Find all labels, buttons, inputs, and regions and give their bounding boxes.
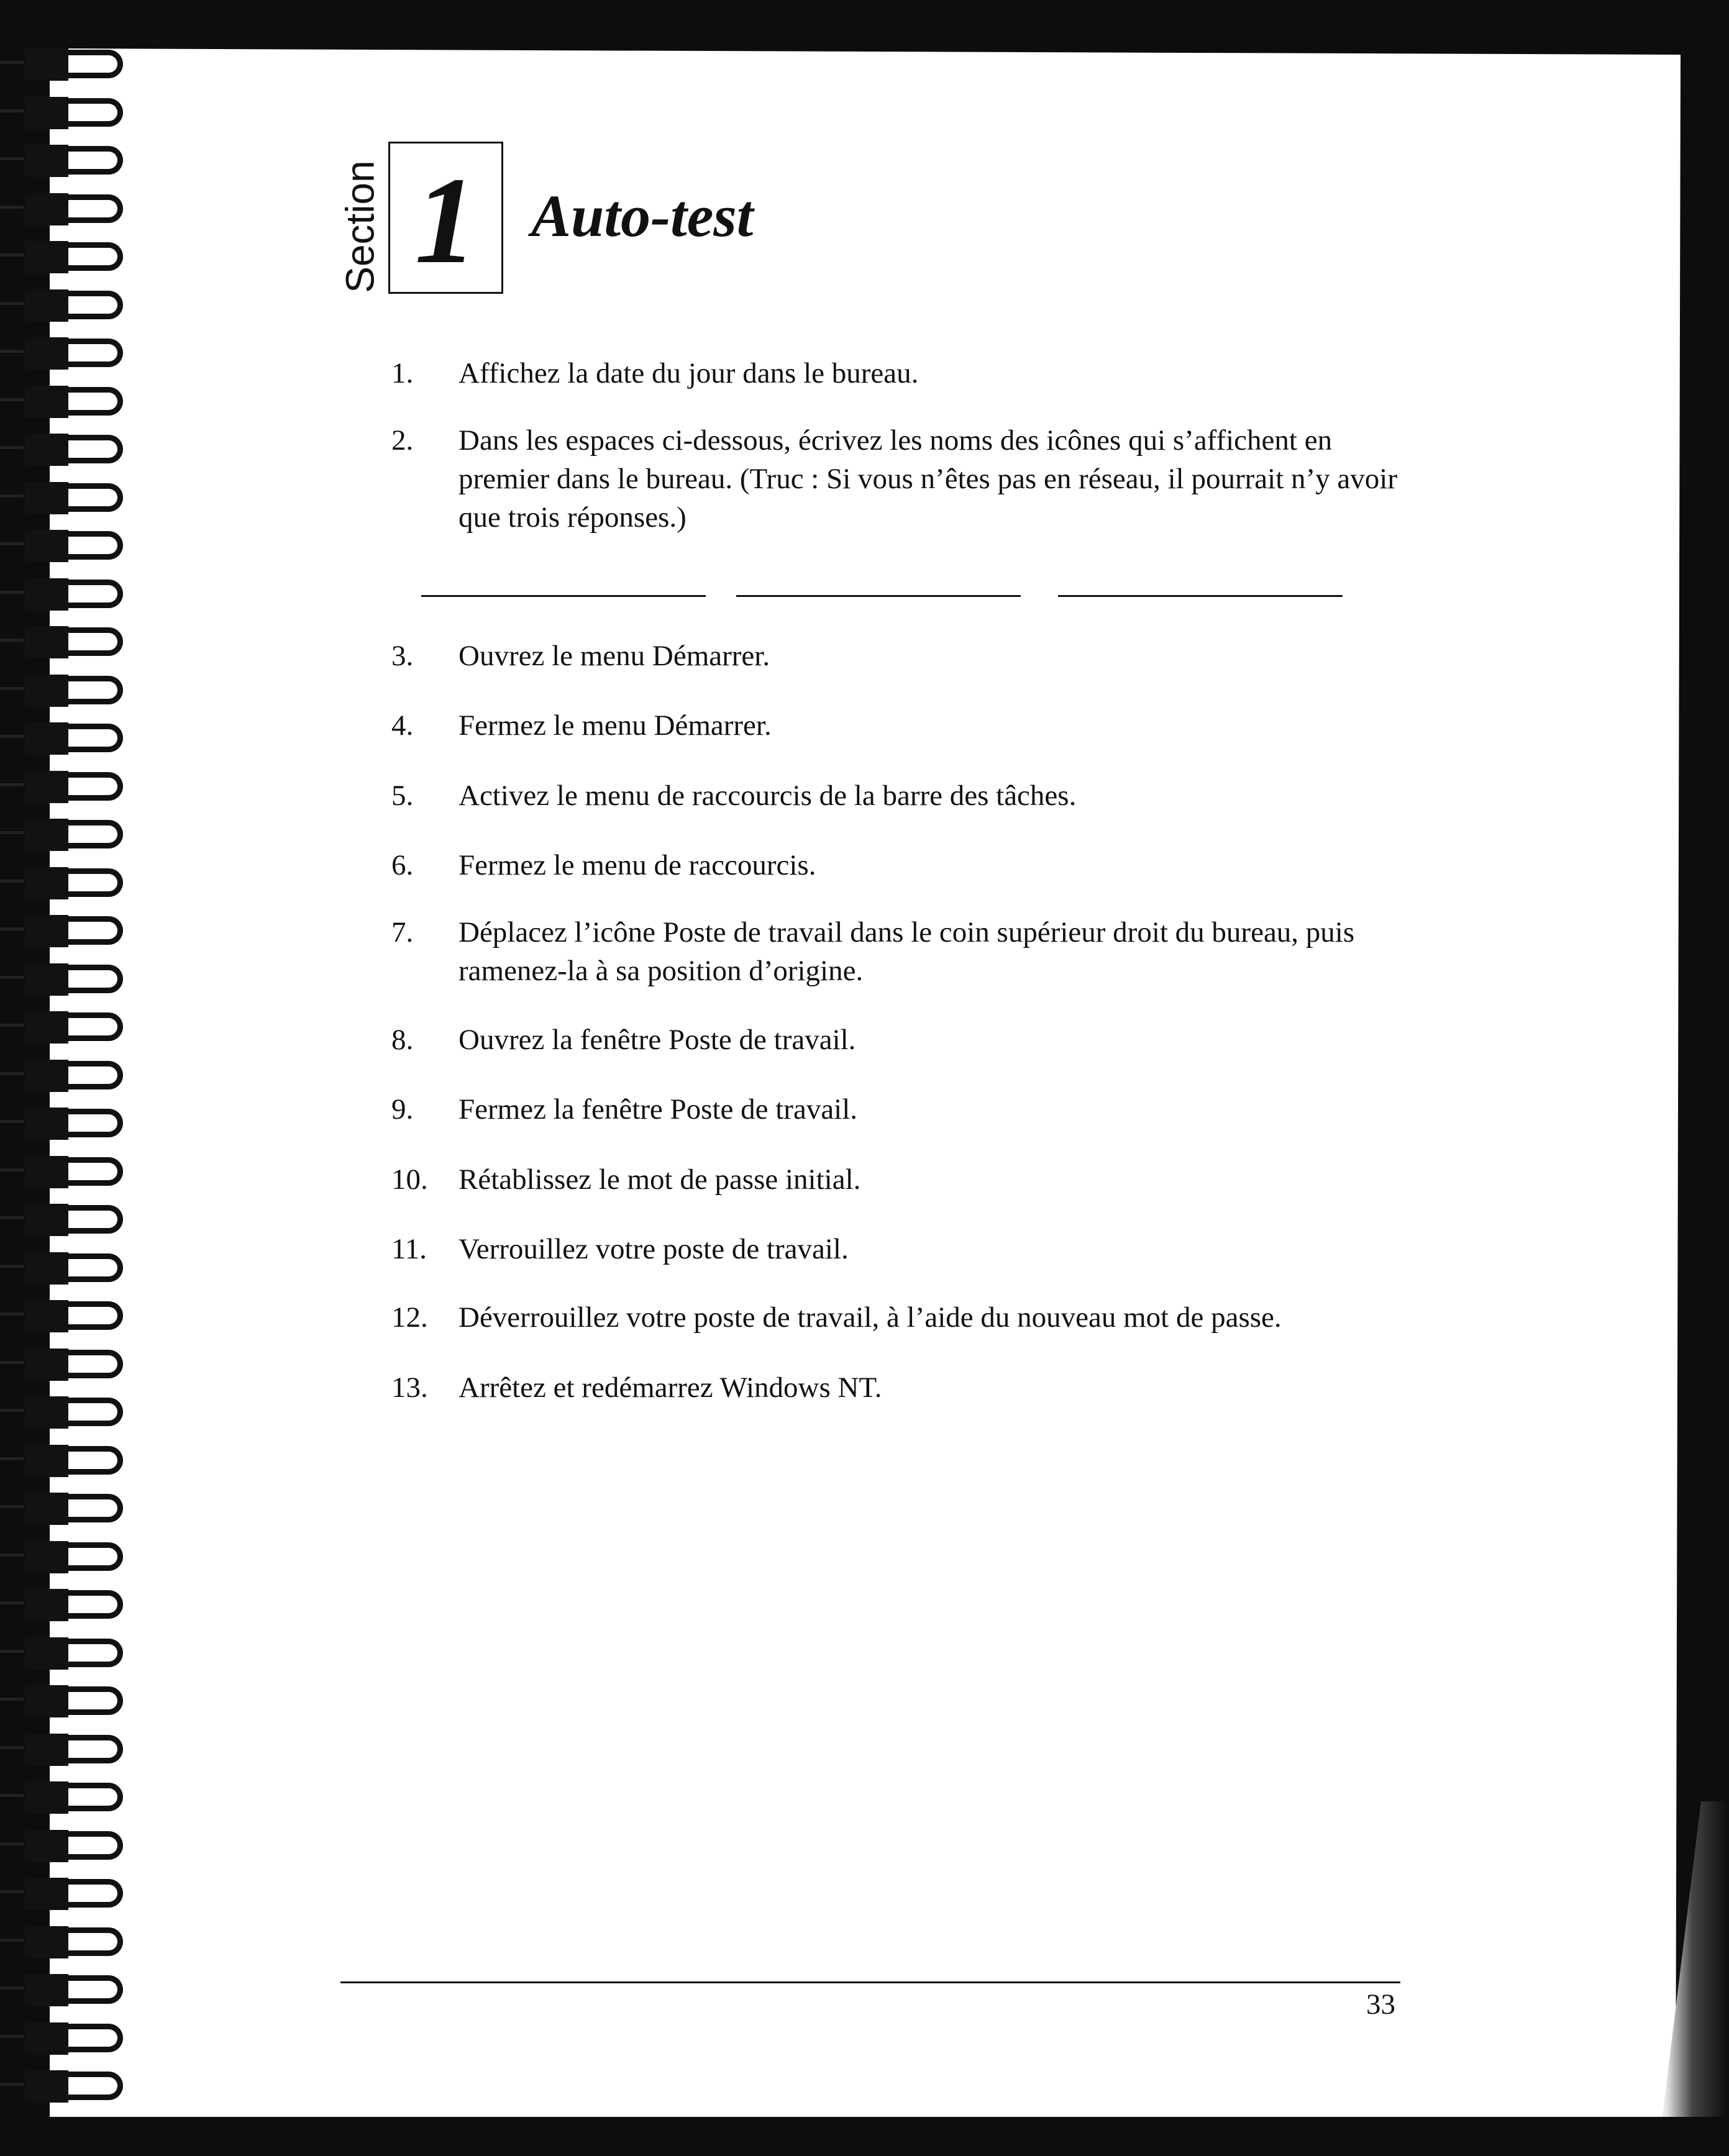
question-number: 5. xyxy=(391,780,414,812)
binding-coil xyxy=(0,1825,149,1868)
binding-coil xyxy=(0,910,149,953)
binding-coil xyxy=(0,1151,149,1194)
section-number-box xyxy=(388,142,503,294)
spiral-binding xyxy=(0,43,149,2118)
binding-coil xyxy=(0,1729,149,1772)
binding-coil xyxy=(0,1055,149,1098)
question-number: 7. xyxy=(391,916,414,948)
question-text: Dans les espaces ci-dessous, écrivez les noms des icônes qui s’affichent en premier dans le bureau. (Truc : Si vous n’êtes pas en réseau, il pourrait n’y avoir que trois réponses.) xyxy=(458,424,1397,534)
binding-coil xyxy=(0,188,149,232)
binding-coil xyxy=(0,958,149,1002)
binding-coil xyxy=(0,1295,149,1339)
binding-coil xyxy=(0,1921,149,1965)
page-title: Auto-test xyxy=(531,183,754,249)
page-number: 33 xyxy=(1366,1988,1395,2021)
question-number: 3. xyxy=(391,640,414,672)
section-label xyxy=(323,155,398,298)
binding-coil xyxy=(0,1584,149,1627)
binding-coil xyxy=(0,670,149,713)
binding-coil xyxy=(0,477,149,521)
binding-coil xyxy=(0,1776,149,1820)
binding-coil xyxy=(0,862,149,906)
binding-coil xyxy=(0,429,149,472)
binding-coil xyxy=(0,1247,149,1291)
question-number: 10. xyxy=(391,1163,428,1196)
question-number: 6. xyxy=(391,849,414,881)
answer-blank[interactable] xyxy=(736,595,1021,597)
question-text: Activez le menu de raccourcis de la barre des tâches. xyxy=(458,780,1077,812)
question-number: 13. xyxy=(391,1371,428,1404)
binding-coil xyxy=(0,1536,149,1580)
question-text: Arrêtez et redémarrez Windows NT. xyxy=(458,1371,882,1404)
binding-coil xyxy=(0,140,149,183)
question-text: Verrouillez votre poste de travail. xyxy=(458,1233,849,1265)
answer-blank[interactable] xyxy=(1058,595,1343,597)
binding-coil xyxy=(0,1199,149,1242)
binding-coil xyxy=(0,381,149,424)
question-text: Fermez le menu de raccourcis. xyxy=(458,849,816,881)
answer-blank[interactable] xyxy=(421,595,706,597)
binding-coil xyxy=(0,1391,149,1435)
section-number: 1 xyxy=(414,152,477,289)
question-text: Ouvrez la fenêtre Poste de travail. xyxy=(458,1024,856,1056)
question-text: Affichez la date du jour dans le bureau. xyxy=(458,357,919,389)
scan-border xyxy=(0,2117,1729,2156)
question-number: 9. xyxy=(391,1093,414,1126)
binding-coil xyxy=(0,766,149,809)
question-text: Rétablissez le mot de passe initial. xyxy=(458,1163,861,1196)
binding-coil xyxy=(0,236,149,280)
binding-coil xyxy=(0,573,149,617)
binding-coil xyxy=(0,1632,149,1676)
binding-coil xyxy=(0,1680,149,1724)
binding-coil xyxy=(0,284,149,328)
question-number: 11. xyxy=(391,1233,427,1265)
binding-coil xyxy=(0,92,149,135)
section-word: Section xyxy=(338,160,383,293)
question-text: Fermez le menu Démarrer. xyxy=(458,709,772,742)
binding-coil xyxy=(0,525,149,568)
binding-coil xyxy=(0,2065,149,2109)
binding-coil xyxy=(0,1006,149,1050)
question-number: 4. xyxy=(391,709,414,742)
question-number: 8. xyxy=(391,1024,414,1056)
question-text: Déplacez l’icône Poste de travail dans le coin supérieur droit du bureau, puis ramenez-la à sa position d’origine. xyxy=(458,916,1355,987)
binding-coil xyxy=(0,2017,149,2061)
question-text: Déverrouillez votre poste de travail, à l’aide du nouveau mot de passe. xyxy=(458,1301,1282,1334)
binding-coil xyxy=(0,1873,149,1916)
binding-coil xyxy=(0,717,149,761)
binding-coil xyxy=(0,1344,149,1387)
binding-coil xyxy=(0,43,149,87)
binding-coil xyxy=(0,1440,149,1483)
question-number: 12. xyxy=(391,1301,428,1334)
question-number: 2. xyxy=(391,424,414,457)
question-text: Ouvrez le menu Démarrer. xyxy=(458,640,770,672)
binding-coil xyxy=(0,1103,149,1146)
binding-coil xyxy=(0,332,149,376)
question-text: Fermez la fenêtre Poste de travail. xyxy=(458,1093,858,1126)
binding-coil xyxy=(0,814,149,857)
binding-coil xyxy=(0,1488,149,1531)
footer-rule xyxy=(340,1981,1400,1983)
binding-coil xyxy=(0,1969,149,2013)
binding-coil xyxy=(0,621,149,665)
question-number: 1. xyxy=(391,357,414,389)
